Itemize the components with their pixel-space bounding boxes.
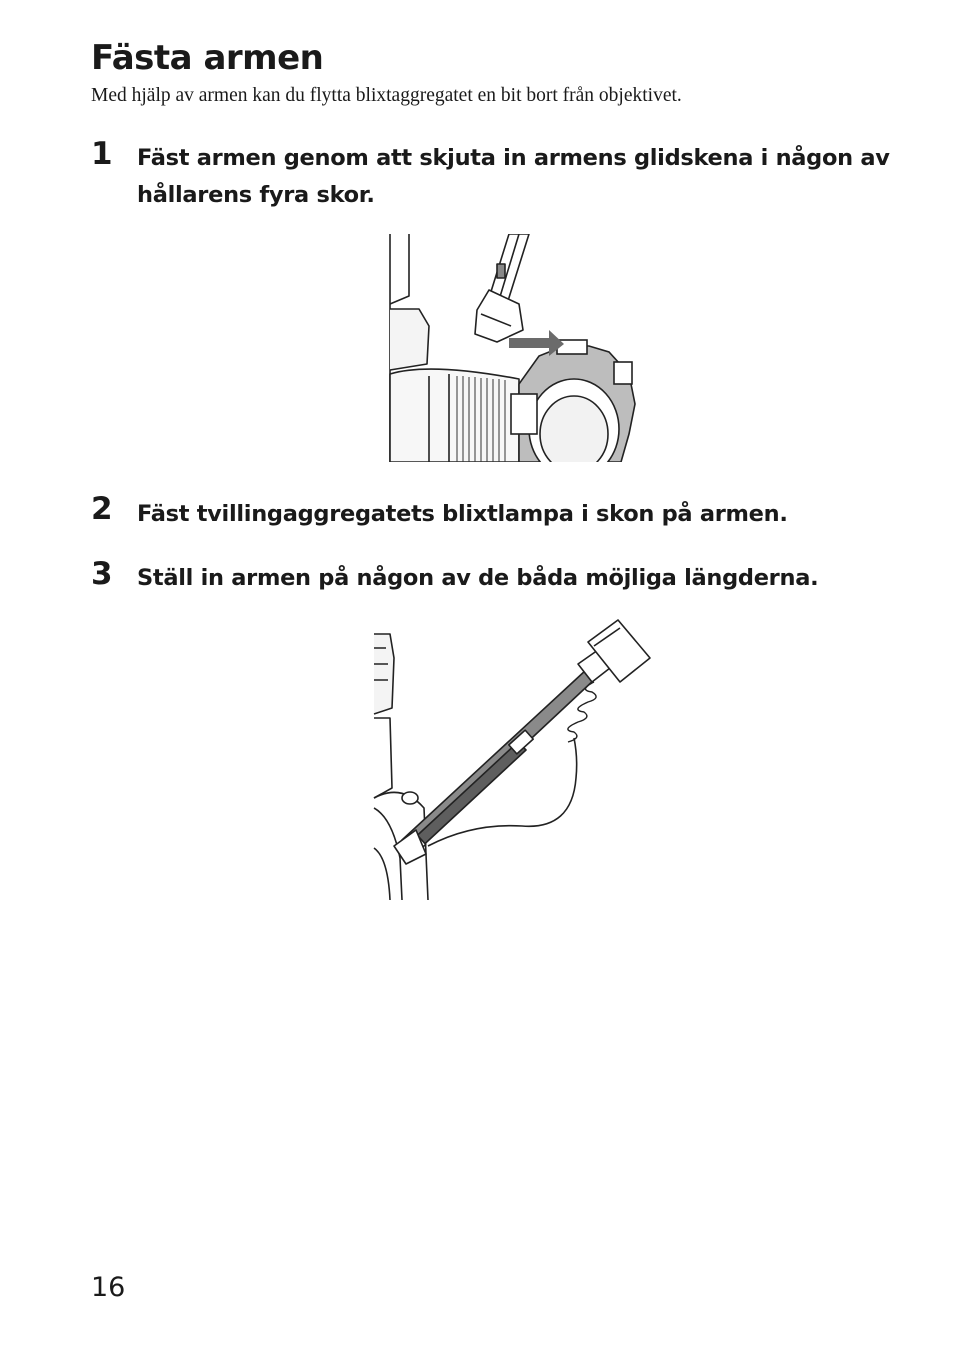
page-number: 16 [91, 1272, 126, 1303]
step-1-text: Fäst armen genom att skjuta in armens glidskena i någon av hållarens fyra skor. [137, 145, 890, 208]
step-3-number: 3 [91, 556, 113, 592]
figure-arm-attach [389, 234, 637, 462]
page-title: Fästa armen [91, 38, 324, 78]
step-2-text: Fäst tvillingaggregatets blixtlampa i skon på armen. [137, 501, 788, 527]
step-1-number: 1 [91, 136, 113, 172]
figure-arm-length [372, 618, 654, 900]
step-3-text: Ställ in armen på någon av de båda möjliga längderna. [137, 565, 819, 591]
step-2-number: 2 [91, 491, 113, 527]
intro-text: Med hjälp av armen kan du flytta blixtaggregatet en bit bort från objektivet. [91, 85, 682, 106]
